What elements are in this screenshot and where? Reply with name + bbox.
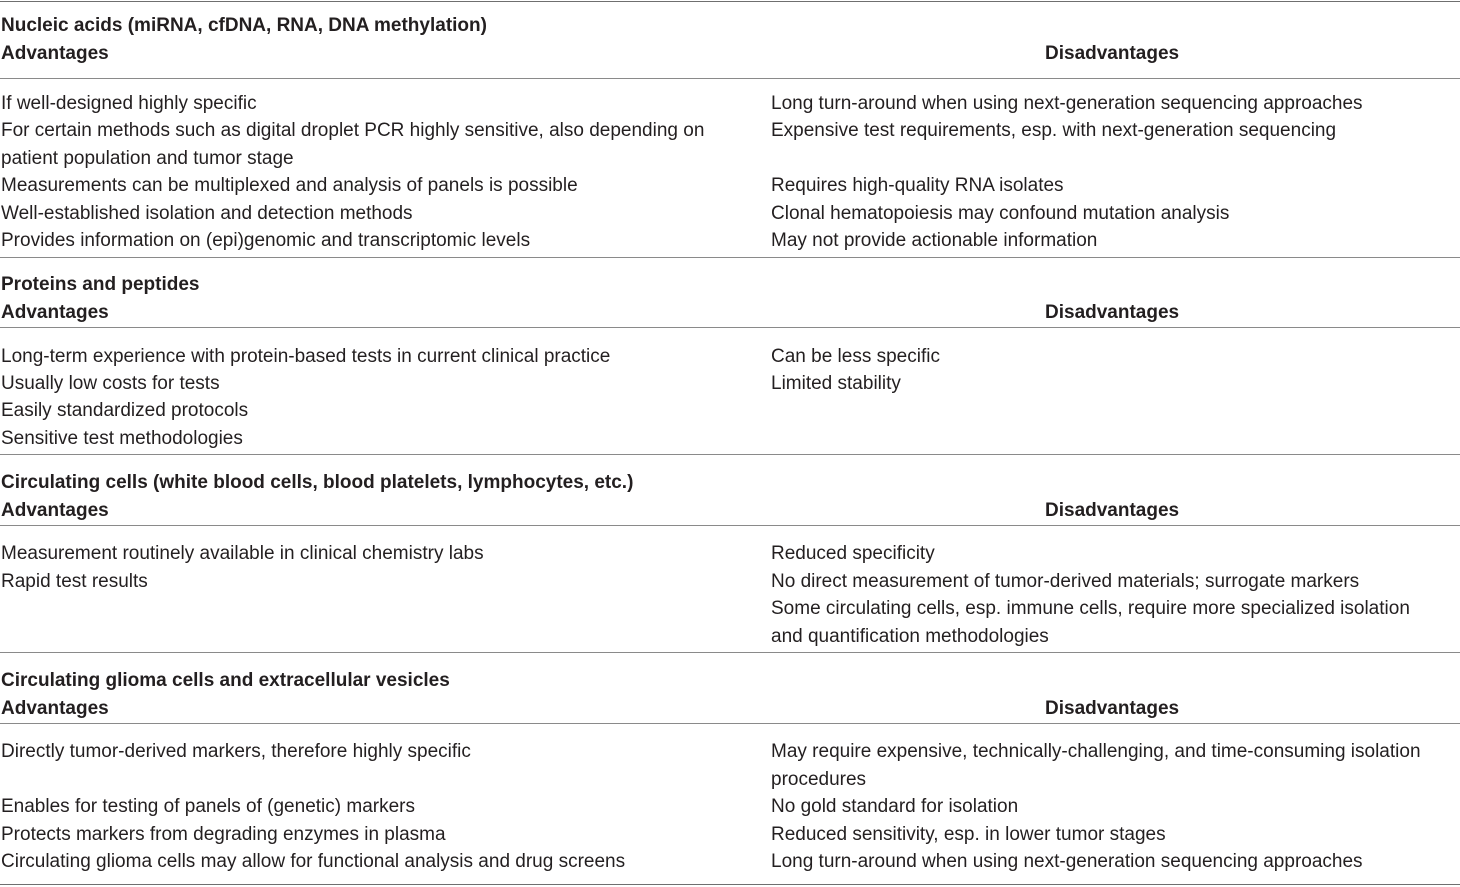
- disadvantage-item: Requires high-quality RNA isolates: [771, 175, 1064, 196]
- advantage-item: Usually low costs for tests: [1, 373, 220, 394]
- advantage-item: Protects markers from degrading enzymes in plasma: [1, 824, 446, 845]
- advantage-item: Directly tumor-derived markers, therefore highly specific: [1, 741, 471, 762]
- section-title: Nucleic acids (miRNA, cfDNA, RNA, DNA methylation): [1, 15, 487, 36]
- disadvantage-item: Reduced sensitivity, esp. in lower tumor stages: [771, 824, 1166, 845]
- header-rule: [0, 78, 1460, 79]
- advantage-item: Circulating glioma cells may allow for functional analysis and drug screens: [1, 851, 626, 872]
- advantage-item-continued: patient population and tumor stage: [1, 148, 294, 169]
- header-rule: [0, 327, 1460, 328]
- header-rule: [0, 723, 1460, 724]
- advantages-header: Advantages: [1, 43, 109, 64]
- disadvantage-item: May require expensive, technically-challenging, and time-consuming isolation: [771, 741, 1421, 762]
- advantage-item: Long-term experience with protein-based tests in current clinical practice: [1, 346, 611, 367]
- disadvantage-item-continued: and quantification methodologies: [771, 626, 1049, 647]
- section-title: Proteins and peptides: [1, 274, 200, 295]
- advantages-header: Advantages: [1, 302, 109, 323]
- disadvantage-item: May not provide actionable information: [771, 230, 1098, 251]
- section-title: Circulating cells (white blood cells, blood platelets, lymphocytes, etc.): [1, 472, 634, 493]
- disadvantage-item: Reduced specificity: [771, 543, 935, 564]
- disadvantage-item: Clonal hematopoiesis may confound mutation analysis: [771, 203, 1230, 224]
- disadvantage-item: Limited stability: [771, 373, 901, 394]
- advantage-item: For certain methods such as digital droplet PCR highly sensitive, also depending on: [1, 120, 705, 141]
- disadvantages-header: Disadvantages: [1045, 302, 1180, 323]
- disadvantages-header: Disadvantages: [1045, 500, 1180, 521]
- advantage-item: Measurement routinely available in clinical chemistry labs: [1, 543, 484, 564]
- disadvantages-header: Disadvantages: [1045, 43, 1180, 64]
- disadvantage-item: Some circulating cells, esp. immune cells, require more specialized isolation: [771, 598, 1410, 619]
- advantage-item: Enables for testing of panels of (genetic) markers: [1, 796, 415, 817]
- advantage-item: Well-established isolation and detection methods: [1, 203, 413, 224]
- advantage-item: If well-designed highly specific: [1, 93, 257, 114]
- advantage-item: Measurements can be multiplexed and analysis of panels is possible: [1, 175, 578, 196]
- advantage-item: Rapid test results: [1, 571, 148, 592]
- advantage-item: Easily standardized protocols: [1, 400, 249, 421]
- disadvantage-item: Expensive test requirements, esp. with next-generation sequencing: [771, 120, 1337, 141]
- section-rule: [0, 454, 1460, 455]
- disadvantage-item: No direct measurement of tumor-derived materials; surrogate markers: [771, 571, 1360, 592]
- section-rule: [0, 257, 1460, 258]
- disadvantage-item-continued: procedures: [771, 769, 867, 790]
- advantage-item: Provides information on (epi)genomic and transcriptomic levels: [1, 230, 531, 251]
- disadvantage-item: Long turn-around when using next-generation sequencing approaches: [771, 93, 1363, 114]
- section-title: Circulating glioma cells and extracellular vesicles: [1, 670, 450, 691]
- disadvantages-header: Disadvantages: [1045, 698, 1180, 719]
- table-bottom-rule: [0, 884, 1460, 885]
- advantages-header: Advantages: [1, 698, 109, 719]
- disadvantage-item: Can be less specific: [771, 346, 940, 367]
- advantage-item: Sensitive test methodologies: [1, 428, 243, 449]
- disadvantage-item: No gold standard for isolation: [771, 796, 1019, 817]
- header-rule: [0, 525, 1460, 526]
- section-rule: [0, 652, 1460, 653]
- advantages-header: Advantages: [1, 500, 109, 521]
- table-top-rule: [0, 1, 1460, 2]
- disadvantage-item: Long turn-around when using next-generation sequencing approaches: [771, 851, 1363, 872]
